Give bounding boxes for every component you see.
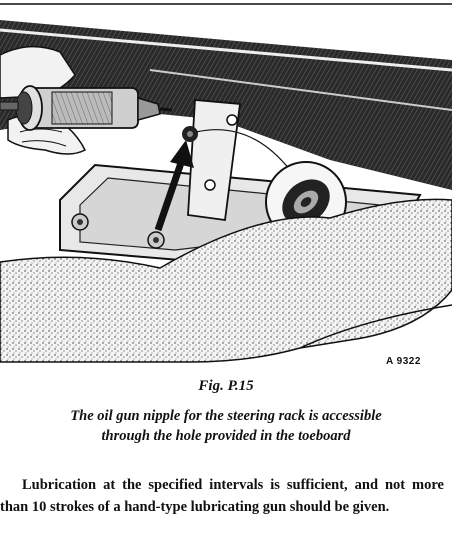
caption-line-2: through the hole provided in the toeboard xyxy=(101,428,351,444)
figure-caption xyxy=(10,406,442,446)
caption-line-1: The oil gun nipple for the steering rack is accessible xyxy=(70,408,382,424)
body-paragraph xyxy=(0,474,444,518)
figure-title: Fig. P.15 xyxy=(198,378,254,394)
figure-reference-number: A 9322 xyxy=(386,356,421,367)
body-paragraph-text: Lubrication at the specified intervals is sufficient, and not more than 10 strokes of a hand-type lubricating gun should be given. xyxy=(0,477,444,515)
